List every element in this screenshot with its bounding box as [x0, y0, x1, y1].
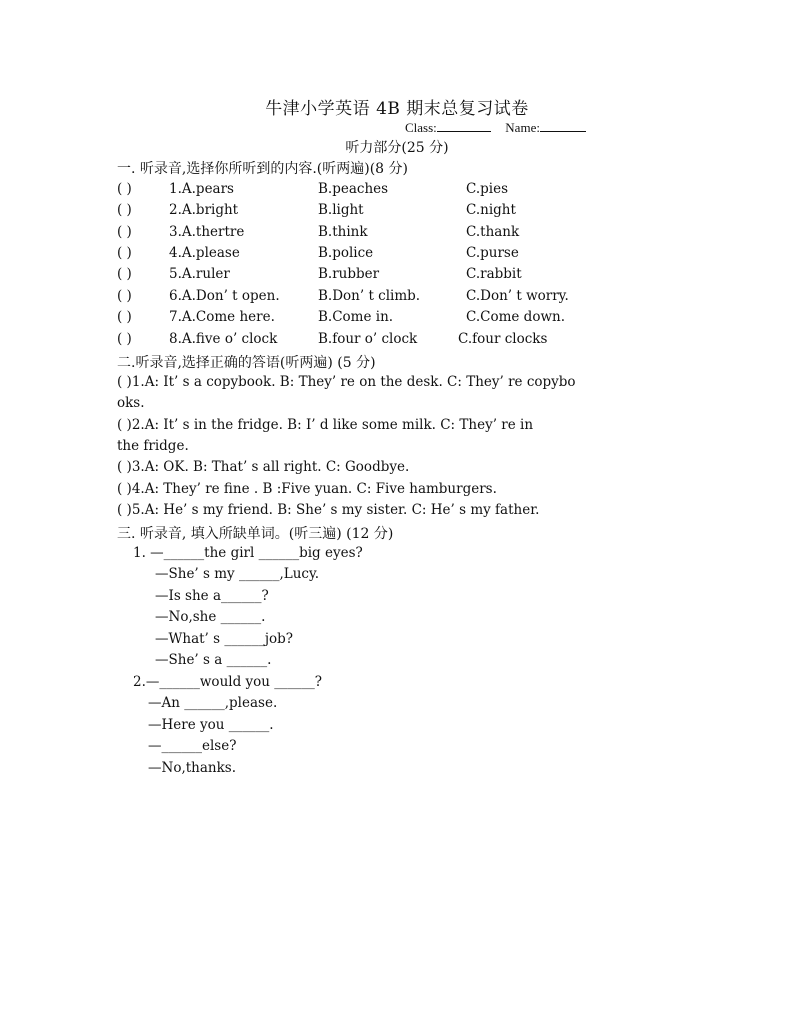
option-a: 2.A.bright	[169, 202, 239, 218]
option-c: C.Come down.	[466, 309, 565, 325]
answer-paren[interactable]: ( )	[117, 202, 132, 218]
option-b: B.light	[318, 202, 364, 218]
option-c: C.four clocks	[458, 331, 548, 347]
mcq-row-4	[117, 245, 519, 261]
question-line: ( )3.A: OK. B: That’ s all right. C: Goodbye.	[117, 459, 410, 475]
dialogue-line: —No,thanks.	[148, 760, 236, 776]
dialogue-line: —An ______,please.	[148, 695, 278, 711]
answer-paren[interactable]: ( )	[117, 288, 132, 304]
question-line: ( )1.A: It’ s a copybook. B: They’ re on the desk. C: They’ re copybo	[117, 374, 576, 390]
answer-paren[interactable]: ( )	[117, 331, 132, 347]
option-b: B.peaches	[318, 181, 389, 197]
option-a: 4.A.please	[169, 245, 240, 261]
answer-paren[interactable]: ( )	[117, 224, 132, 240]
dialogue-line: —She’ s my ______,Lucy.	[155, 566, 320, 582]
name-label: Name:	[505, 120, 540, 135]
answer-paren[interactable]: ( )	[117, 245, 132, 261]
mcq-row-1	[117, 181, 509, 197]
part-title: 听力部分(25 分)	[345, 140, 449, 156]
mcq-row-8	[117, 331, 548, 347]
dialogue-line: —She’ s a ______.	[155, 652, 272, 668]
mcq-row-3	[117, 224, 520, 240]
question-line: the fridge.	[117, 438, 189, 454]
class-label: Class:	[405, 120, 437, 135]
option-c: C.rabbit	[466, 266, 522, 282]
section3-heading: 三. 听录音, 填入所缺单词。(听三遍) (12 分)	[117, 526, 394, 542]
option-c: C.pies	[466, 181, 509, 197]
section2-heading: 二.听录音,选择正确的答语(听两遍) (5 分)	[117, 355, 376, 371]
dialogue-line: —What’ s ______job?	[155, 631, 294, 647]
mcq-row-7	[117, 309, 565, 325]
mcq-row-5	[117, 266, 522, 282]
option-b: B.think	[318, 224, 368, 240]
option-a: 7.A.Come here.	[169, 309, 275, 325]
question-line: ( )4.A: They’ re fine . B :Five yuan. C: Five hamburgers.	[117, 481, 497, 497]
option-b: B.four o’ clock	[318, 331, 418, 347]
option-a: 6.A.Don’ t open.	[169, 288, 280, 304]
option-c: C.purse	[466, 245, 519, 261]
dialogue-line: —No,she ______.	[155, 609, 266, 625]
dialogue-line: 2.—______would you ______?	[133, 674, 322, 690]
answer-paren[interactable]: ( )	[117, 266, 132, 282]
option-b: B.Don’ t climb.	[318, 288, 421, 304]
option-a: 8.A.five o’ clock	[169, 331, 278, 347]
mcq-row-6	[117, 288, 569, 304]
dialogue-line: 1. —______the girl ______big eyes?	[133, 545, 363, 561]
option-c: C.Don’ t worry.	[466, 288, 569, 304]
question-line: ( )2.A: It’ s in the fridge. B: I’ d like some milk. C: They’ re in	[117, 417, 534, 433]
option-b: B.police	[318, 245, 374, 261]
section1-heading: 一. 听录音,选择你所听到的内容.(听两遍)(8 分)	[117, 161, 409, 177]
option-a: 5.A.ruler	[169, 266, 230, 282]
mcq-row-2	[117, 202, 516, 218]
option-c: C.thank	[466, 224, 520, 240]
question-line: ( )5.A: He’ s my friend. B: She’ s my sister. C: He’ s my father.	[117, 502, 540, 518]
option-b: B.rubber	[318, 266, 380, 282]
answer-paren[interactable]: ( )	[117, 309, 132, 325]
option-b: B.Come in.	[318, 309, 394, 325]
name-blank[interactable]	[540, 119, 586, 132]
page-title: 牛津小学英语 4B 期末总复习试卷	[265, 99, 529, 119]
option-c: C.night	[466, 202, 516, 218]
dialogue-line: —Here you ______.	[148, 717, 274, 733]
dialogue-line: —Is she a______?	[155, 588, 269, 604]
option-a: 3.A.thertre	[169, 224, 245, 240]
dialogue-line: —______else?	[148, 738, 237, 754]
answer-paren[interactable]: ( )	[117, 181, 132, 197]
question-line: oks.	[117, 395, 145, 411]
class-name-line	[405, 119, 586, 136]
option-a: 1.A.pears	[169, 181, 234, 197]
class-blank[interactable]	[437, 119, 491, 132]
